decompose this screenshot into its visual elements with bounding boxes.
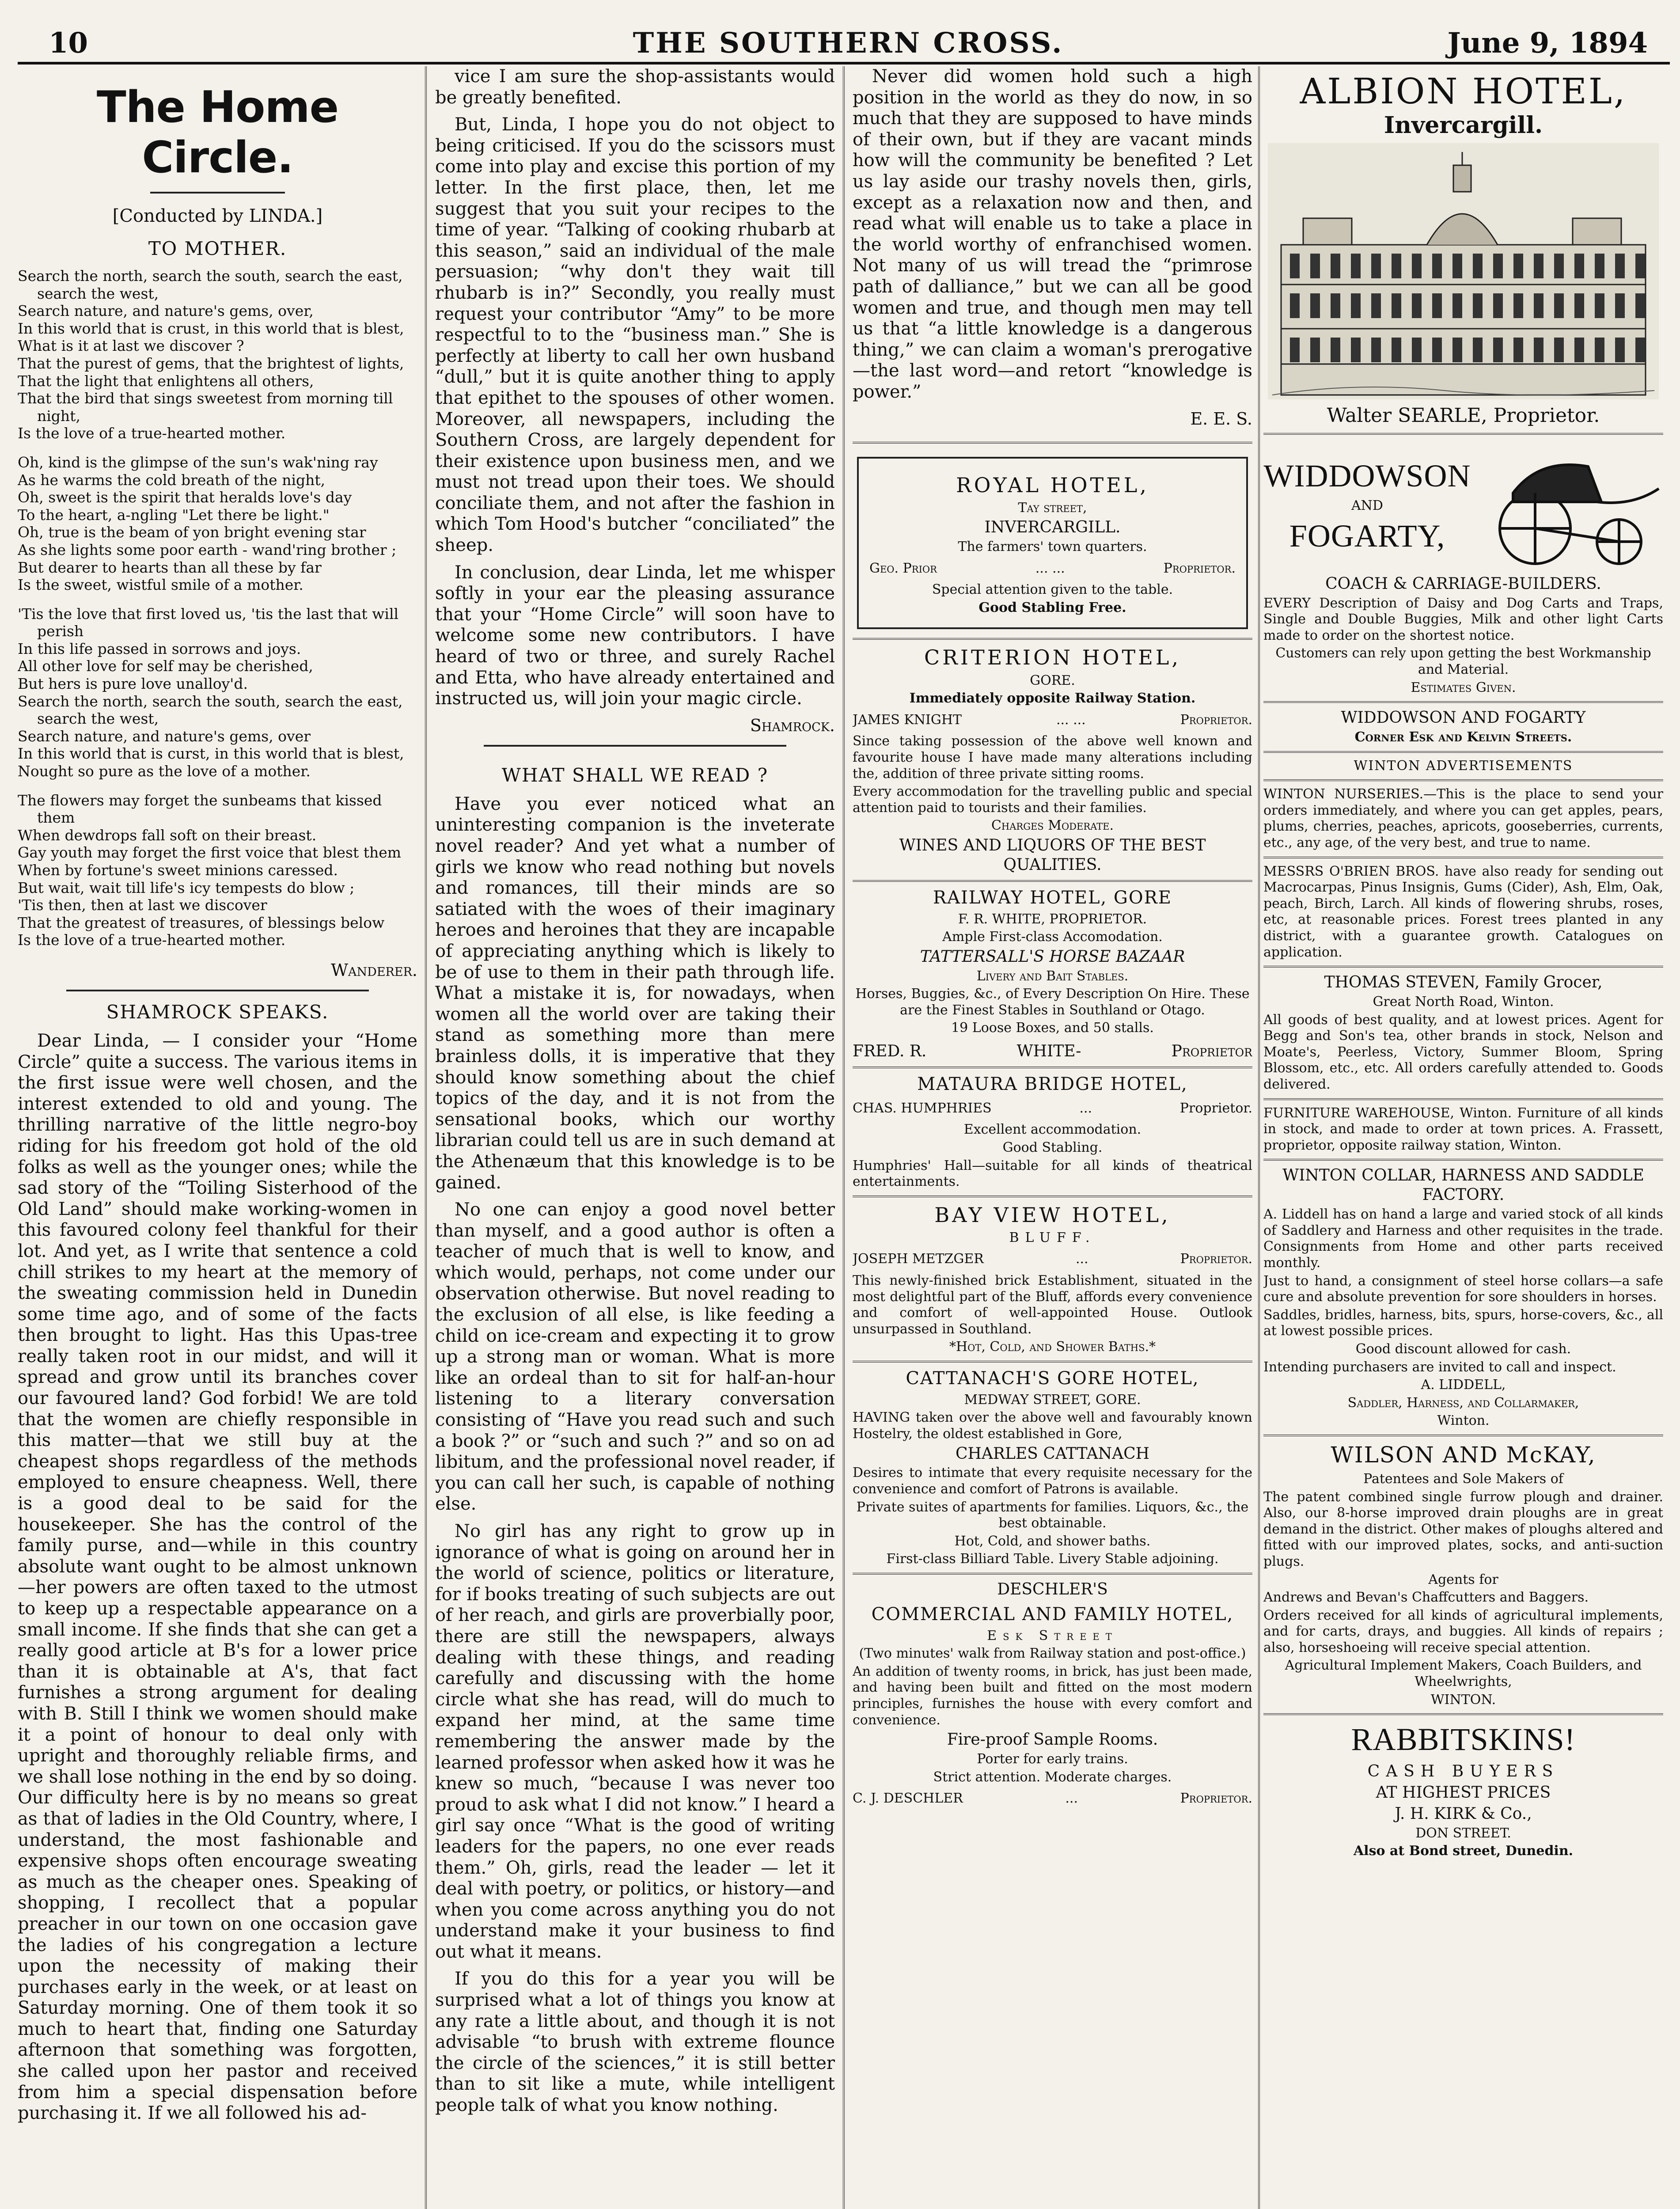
mataura-hotel-stabling: Good Stabling. <box>1002 1139 1103 1155</box>
poem-line: But hers is pure love unalloy'd. <box>18 675 248 693</box>
divider <box>1263 779 1663 781</box>
cattanach-hotel-street: MEDWAY STREET, GORE. <box>964 1392 1141 1408</box>
poem-line: Search nature, and nature's gems, over <box>18 727 311 745</box>
what-read-article-part-2 <box>853 66 1252 403</box>
divider <box>853 1196 1252 1197</box>
royal-hotel-stabling: Good Stabling Free. <box>978 600 1126 615</box>
column-3 <box>853 66 1252 2209</box>
engraving-window <box>1574 293 1584 318</box>
engraving-window <box>1513 293 1523 318</box>
wilson-mckay-ad <box>1263 1442 1663 1708</box>
engraving-window <box>1513 254 1523 278</box>
masthead-rule <box>18 62 1670 65</box>
poem-line: What is it at last we discover ? <box>18 337 244 355</box>
fogarty-name: FOGARTY, <box>1289 518 1445 554</box>
engraving-window <box>1290 293 1300 318</box>
bay-view-hotel-name: BAY VIEW HOTEL, <box>934 1203 1171 1227</box>
engraving-window <box>1452 254 1462 278</box>
engraving-window <box>1371 293 1381 318</box>
deschler-hotel-walk: (Two minutes' walk from Railway station and post-office.) <box>859 1646 1246 1662</box>
liddell-text: A. Liddell has on hand a large and varied stock of all kinds of Saddlery and Harness and other requisites in the trade. Consignments from Home and other parts received monthly. <box>1263 1207 1663 1271</box>
royal-hotel-street: Tay street, <box>1018 500 1087 516</box>
liddell-text: Just to hand, a consignment of steel horse collars—a safe cure and absolute prevention for sore shoulders in horses. <box>1263 1273 1663 1305</box>
article-paragraph: If you do this for a year you will be surprised what a lot of things you know at any rate a little about, and though it is not advisable “to brush with extreme flounce the circle of the sciences,” it is still better than to sit like a mute, while intelligent people talk of what you know nothing. <box>435 1969 835 2116</box>
divider <box>853 880 1252 882</box>
column-1 <box>18 66 417 2209</box>
mataura-hotel-hall: Humphries' Hall—suitable for all kinds of theatrical entertainments. <box>853 1158 1252 1190</box>
poem-line: Search the north, search the south, search the east, search the west, <box>18 267 403 302</box>
cattanach-hotel-billiard: First-class Billiard Table. Livery Stable adjoining. <box>886 1551 1219 1567</box>
engraving-window <box>1351 293 1361 318</box>
article-paragraph: In conclusion, dear Linda, let me whisper softly in your ear the pleasing assurance that your “Home Circle” will soon have to welcome some new contributors. I have heard of two or three, and surely Rachel and Etta, who have already entertained and instructed us, will join your magic circle. <box>435 562 835 709</box>
engraving-window <box>1473 293 1483 318</box>
railway-hotel-footer: FRED. R. <box>853 1042 927 1061</box>
poem-line: Is the sweet, wistful smile of a mother. <box>18 576 303 594</box>
rabbitskins-title: RABBITSKINS! <box>1351 1722 1576 1757</box>
engraving-window <box>1534 254 1543 278</box>
poem-stanza <box>18 267 417 442</box>
shamrock-letter-part-2 <box>435 66 835 710</box>
engraving-window <box>1534 338 1543 362</box>
engraving-window <box>1615 293 1625 318</box>
engraving-window <box>1493 338 1503 362</box>
albion-hotel-town: Invercargill. <box>1384 112 1543 139</box>
poem-line: That the light that enlightens all others, <box>18 372 314 390</box>
royal-hotel-special: Special attention given to the table. <box>932 582 1173 598</box>
poem-line: All other love for self may be cherished, <box>18 657 313 675</box>
engraving-window <box>1493 254 1503 278</box>
shamrock-title: SHAMROCK SPEAKS. <box>106 1001 329 1023</box>
poem-line: As she lights some poor earth - wand'ring brother ; <box>18 541 397 558</box>
criterion-hotel-text: Every accommodation for the travelling public and special attention paid to tourists and their families. <box>853 784 1252 816</box>
article-paragraph: vice I am sure the shop-assistants would be greatly benefited. <box>435 66 835 108</box>
albion-hotel-proprietor: Walter SEARLE, Proprietor. <box>1327 404 1600 427</box>
royal-hotel-tagline: The farmers' town quarters. <box>958 539 1147 555</box>
mataura-hotel-proprietor: CHAS. HUMPHRIES <box>853 1100 992 1116</box>
bay-view-hotel-baths: *Hot, Cold, and Shower Baths.* <box>949 1339 1156 1355</box>
article-paragraph: But, Linda, I hope you do not object to being criticised. If you do the scissors must come into play and excise this portion of my letter. In the first place, then, let me suggest that you suit your recipes to the time of year. “Talking of cooking rhubarb at this season,” said an individual of the male persuasion; “why don't they wait till rhubarb is in?” Secondly, you really must request your contributor “Amy” to be more respectful to to the “business man.” She is perfectly at liberty to call her own husband “dull,” but it is quite another thing to apply that epithet to the spouses of other women. Moreover, all newspapers, including the Southern Cross, are largely dependent for their existence upon business men, and we must not tread upon their toes. We should conciliate them, and not after the fashion in which Tom Hood's butcher “conciliated” the sheep. <box>435 114 835 556</box>
engraving-window <box>1310 293 1320 318</box>
albion-hotel-engraving <box>1268 143 1659 399</box>
engraving-window <box>1290 338 1300 362</box>
criterion-hotel-charges: Charges Moderate. <box>991 818 1114 834</box>
thomas-steven-name: THOMAS STEVEN, Family Grocer, <box>1324 973 1603 992</box>
poem-line: Search the north, search the south, search the east, search the west, <box>18 692 403 728</box>
wilson-mckay-makers: Agricultural Implement Makers, Coach Builders, and Wheelwrights, <box>1285 1658 1642 1690</box>
issue-date: June 9, 1894 <box>1447 27 1648 60</box>
mataura-hotel-accommodation: Excellent accommodation. <box>963 1122 1141 1138</box>
poem-line: Search nature, and nature's gems, over, <box>18 302 314 320</box>
poem-line: The flowers may forget the sunbeams that kissed them <box>18 791 382 827</box>
divider <box>1263 1713 1663 1715</box>
poem-line: 'Tis the love that first loved us, 'tis the last that will perish <box>18 605 399 640</box>
railway-hotel-stables: Livery and Bait Stables. <box>976 968 1129 984</box>
widdowson-text: EVERY Description of Daisy and Dog Carts and Traps, Single and Double Buggies, Milk and other light Carts made to order on the shortest notice. <box>1263 595 1663 643</box>
engraving-window <box>1473 338 1483 362</box>
winton-nurseries-ad: WINTON NURSERIES.—This is the place to send your orders immediately, and where you can get apples, pears, plums, cherries, peaches, apricots, gooseberries, currents, etc., any age, of the very best, and true to name. <box>1263 786 1663 851</box>
engraving-window <box>1635 338 1645 362</box>
royal-hotel-proprietor: Geo. Prior <box>869 560 937 576</box>
poem-line: In this world that is curst, in this world that is blest, <box>18 745 404 763</box>
engraving-window <box>1310 254 1320 278</box>
cattanach-hotel-text: HAVING taken over the above well and favourably known Hostelry, the oldest established in Gore, <box>853 1410 1252 1442</box>
engraving-window <box>1371 254 1381 278</box>
cattanach-hotel-name: CATTANACH'S GORE HOTEL, <box>906 1368 1199 1389</box>
poem-title: TO MOTHER. <box>148 238 287 259</box>
widdowson-estimates: Estimates Given. <box>1411 679 1516 695</box>
engraving-window <box>1310 338 1320 362</box>
widdowson-trade: COACH & CARRIAGE-BUILDERS. <box>1325 574 1601 593</box>
engraving-window <box>1432 293 1442 318</box>
article-paragraph: No one can enjoy a good novel better than myself, and a good author is often a teacher of much that is well to know, and which would, perhaps, not come under our observation otherwise. But novel reading to the exclusion of all else, is like feeding a child on ice-cream and expecting it to grow up a strong man or woman. What is more like an ordeal than to sit for half-an-hour listening to a literary conversation consisting of “Have you read such and such a book ?” or “such and such ?” and so on ad libitum, and the professional novel reader, if you can call her such, is capable of nothing else. <box>435 1199 835 1514</box>
railway-hotel-bazaar: TATTERSALL'S HORSE BAZAAR <box>920 947 1185 966</box>
divider <box>66 990 369 991</box>
engraving-window <box>1554 293 1564 318</box>
divider <box>853 1573 1252 1575</box>
criterion-hotel-name: CRITERION HOTEL, <box>924 645 1181 670</box>
engraving-window <box>1554 254 1564 278</box>
newspaper-title: THE SOUTHERN CROSS. <box>633 27 1064 60</box>
criterion-hotel-ad: CRITERION HOTEL, GORE. Immediately opposite Railway Station. JAMES KNIGHT ... ... Proprietor. Since taking possession of the above well known and favourite house I have made many alterations including the, addition of three private sitting rooms. Every accommodation for the travelling public and special attention paid to tourists and their families. Charges Moderate. WINES AND LIQUORS OF THE BEST QUALITIES. <box>853 645 1252 874</box>
bay-view-hotel-proprietor: JOSEPH METZGER <box>853 1251 984 1267</box>
criterion-hotel-proprietor: JAMES KNIGHT <box>853 712 962 728</box>
engraving-window <box>1412 338 1422 362</box>
divider <box>1263 966 1663 968</box>
poem-stanza <box>18 454 417 594</box>
criterion-hotel-location: Immediately opposite Railway Station. <box>909 691 1196 706</box>
wilson-mckay-sub: Patentees and Sole Makers of <box>1363 1471 1563 1487</box>
criterion-hotel-text: Since taking possession of the above well known and favourite house I have made many alterations including the, addition of three private sitting rooms. <box>853 733 1252 782</box>
carriage-icon <box>1487 440 1663 573</box>
poem-line: 'Tis then, then at last we discover <box>18 896 267 914</box>
bay-view-hotel-ad: BAY VIEW HOTEL, BLUFF. JOSEPH METZGER ... Proprietor. This newly-finished brick Establishment, situated in the most delightful part of the Bluff, affords every convenience and comfort of well-appointed House. Outlook unsurpassed in Southland. *Hot, Cold, and Shower Baths.* <box>853 1203 1252 1355</box>
railway-hotel-proprietor: F. R. WHITE, PROPRIETOR. <box>958 911 1147 927</box>
widdowson-and: AND <box>1351 498 1383 514</box>
railway-hotel-ad <box>853 887 1252 1061</box>
engraving-window <box>1351 338 1361 362</box>
divider <box>1263 1435 1663 1436</box>
railway-hotel-footer: WHITE- <box>1016 1042 1081 1061</box>
widdowson-footer: WIDDOWSON AND FOGARTY <box>1341 709 1586 727</box>
bay-view-hotel-town: BLUFF. <box>1009 1230 1096 1245</box>
article-paragraph: Never did women hold such a high position in the world as they do now, in so much that they are supposed to have minds of their own, but if they are vacant minds how will the community be benefited ? Let us lay aside our trashy novels then, girls, except as a relaxation now and then, and read what will enable us to take a place in the world worthy of enfranchised women. Not many of us will tread the “primrose path of dalliance,” but we can all be good women and true, and though men may tell us that “a little knowledge is a dangerous thing,” we can claim a woman's prerogative —the last word—and retort “knowledge is power.” <box>853 66 1252 402</box>
engraving-window <box>1554 338 1564 362</box>
column-rule <box>425 66 427 2209</box>
wilson-mckay-town: WINTON. <box>1430 1692 1496 1708</box>
wilson-mckay-text: The patent combined single furrow plough and drainer. Also, our 8-horse improved drain ploughs are in great demand in the district. Other makes of ploughs altered and fitted with our improved plates, socks, and anti-suction plugs. <box>1263 1489 1663 1569</box>
conducted-by: [Conducted by LINDA.] <box>112 206 323 226</box>
engraving-window <box>1635 293 1645 318</box>
furniture-warehouse-ad: FURNITURE WAREHOUSE, Winton. Furniture of all kinds in stock, and made to order at town prices. A. Frassett, proprietor, opposite railway station, Winton. <box>1263 1105 1663 1153</box>
royal-hotel-role: Proprietor. <box>1163 560 1236 576</box>
poem-line: Oh, true is the beam of yon bright evening star <box>18 524 366 541</box>
what-read-article-part-1 <box>435 794 835 2116</box>
poem-line: That the purest of gems, that the brightest of lights, <box>18 354 404 372</box>
thomas-steven-address: Great North Road, Winton. <box>1373 994 1554 1010</box>
royal-hotel-name: ROYAL HOTEL, <box>956 473 1149 497</box>
winton-advertisements-heading: WINTON ADVERTISEMENTS <box>1354 758 1573 774</box>
poem-line: Gay youth may forget the first voice that blest them <box>18 844 402 862</box>
wilson-mckay-name: WILSON AND McKAY, <box>1331 1442 1596 1468</box>
liddell-heading: WINTON COLLAR, HARNESS AND SADDLE FACTORY. <box>1282 1166 1644 1204</box>
cattanach-hotel-text: Desires to intimate that every requisite necessary for the convenience and comfort of Patrons is available. <box>853 1465 1252 1497</box>
thomas-steven-ad <box>1263 973 1663 1093</box>
engraving-window <box>1392 293 1401 318</box>
widdowson-text: Customers can rely upon getting the best Workmanship and Material. <box>1275 645 1651 677</box>
engraving-window <box>1595 293 1604 318</box>
poem-line: But wait, wait till life's icy tempests do blow ; <box>18 879 355 896</box>
article-paragraph: Have you ever noticed what an uninteresting companion is the inveterate novel reader? And yet what a number of girls we know who read nothing but novels and romances, till their minds are so satiated with the woes of their imaginary heroes and heroines that they are incapable of appreciating anything which is likely to be of use to them in their path through life. What a mistake it is, for nowadays, when women all the world over are taking their stand as something more than mere brainless dolls, it is imperative that they should know something about the chief topics of the day, and it is not from the sensational books, which our worthy librarian could tell us are in such demand at the Athenæum that this knowledge is to be gained. <box>435 793 835 1193</box>
engraving-window <box>1452 293 1462 318</box>
deschler-hotel-name: COMMERCIAL AND FAMILY HOTEL, <box>871 1604 1234 1624</box>
liddell-text: Saddles, bridles, harness, bits, spurs, horse-covers, &c., all at lowest possible prices. <box>1263 1307 1663 1339</box>
poem-line: Is the love of a true-hearted mother. <box>18 425 286 442</box>
liddell-text: Intending purchasers are invited to call and inspect. <box>1263 1359 1616 1375</box>
mataura-bridge-hotel-ad: MATAURA BRIDGE HOTEL, CHAS. HUMPHRIES ... Proprietor. Excellent accommodation. Good Stabling. Humphries' Hall—suitable for all kinds of theatrical entertainments. <box>853 1074 1252 1190</box>
divider <box>853 442 1252 444</box>
railway-hotel-boxes: 19 Loose Boxes, and 50 stalls. <box>951 1020 1154 1036</box>
poem-line: Nought so pure as the love of a mother. <box>18 763 311 780</box>
column-4 <box>1263 66 1663 2209</box>
poem-line: Oh, sweet is the spirit that heralds love's day <box>18 489 352 506</box>
engraving-window <box>1392 338 1401 362</box>
engraving-window <box>1595 254 1604 278</box>
column-rule <box>1258 66 1260 2209</box>
rabbitskins-prices: AT HIGHEST PRICES <box>1376 1784 1551 1802</box>
wilson-mckay-text: Orders received for all kinds of agricultural implements, and for carts, drays, and buggies. All kinds of repairs ; also, horseshoeing will receive special attention. <box>1263 1607 1663 1655</box>
bay-view-hotel-text: This newly-finished brick Establishment, situated in the most delightful part of the Bluff, affords every convenience and comfort of well-appointed House. Outlook unsurpassed in Southland. <box>853 1272 1252 1337</box>
liddell-text: Good discount allowed for cash. <box>1355 1341 1571 1357</box>
what-read-title: WHAT SHALL WE READ ? <box>501 764 769 786</box>
divider <box>853 1361 1252 1363</box>
column-rule <box>843 66 845 2209</box>
cattanach-hotel-baths: Hot, Cold, and shower baths. <box>954 1533 1151 1549</box>
divider <box>853 638 1252 640</box>
widdowson-fogarty-ad <box>1263 440 1663 746</box>
bay-view-hotel-role: Proprietor. <box>1180 1251 1252 1267</box>
engraving-window <box>1371 338 1381 362</box>
engraving-window <box>1331 338 1340 362</box>
divider <box>853 1067 1252 1068</box>
mataura-hotel-name: MATAURA BRIDGE HOTEL, <box>917 1074 1188 1094</box>
cattanach-hotel-ad <box>853 1368 1252 1568</box>
widdowson-corner: Corner Esk and Kelvin Streets. <box>1354 729 1572 745</box>
cattanach-hotel-owner: CHARLES CATTANACH <box>955 1444 1150 1463</box>
railway-hotel-text: Horses, Buggies, &c., of Every Description On Hire. These are the Finest Stables in Southland or Otago. <box>855 986 1250 1018</box>
criterion-hotel-town: GORE. <box>1030 672 1075 688</box>
divider <box>484 745 786 747</box>
engraving-window <box>1574 338 1584 362</box>
engraving-window <box>1432 338 1442 362</box>
albion-hotel-title: ALBION HOTEL, <box>1300 71 1627 112</box>
engraving-window <box>1615 338 1625 362</box>
engraving-window <box>1392 254 1401 278</box>
divider <box>1263 701 1663 703</box>
article-paragraph: Dear Linda, — I consider your “Home Circle” quite a success. The various items in the first issue were well chosen, and the interest extended to old and young. The thrilling narrative of the little negro-boy riding for his freedom got hold of the old folks as well as the younger ones; while the sad story of the “Toiling Sisterhood of the Old Land” should make working-women in this favoured colony feel thankful for their lot. And yet, as I write that sentence a cold chill strikes to my heart at the memory of the sweating commission held in Dunedin some time ago, and of some of the facts then brought to light. Has this Upas-tree really taken root in our midst, and will it spread and grow until its branches cover our favoured land? God forbid! We are told that the women are chiefly responsible in this matter—that we still buy at the cheapest shops regardless of the methods employed to ensure cheapness. Well, there is a good deal to be said for the housekeeper. She has the control of the family purse, and—while in this country absolute want ought to be almost unknown—her powers are often taxed to the utmost to keep up a respectable appearance on a small income. If she finds that she can get a really good article at B's for a lower price than it is obtainable at A's, that fact furnishes a strong argument for dealing with B. Still I think we women should make it a point of honour to deal only with upright and thoroughly reliable firms, and we shall lose nothing in the end by so doing. Our difficulty here is by no means so great as that of ladies in the Old Country, where, I understand, the most fashionable and expensive shops often encourage sweating as much as the cheaper ones. Speaking of shopping, I recollect that a popular preacher in our town on one occasion gave the ladies of his congregation a lecture upon the necessity of making their purchases early in the week, or at least on Saturday morning. One of them took it so much to heart that, finding one Saturday afternoon that something was forgotten, she called upon her pastor and received from him a special dispensation before purchasing it. If we all followed his ad- <box>18 1030 417 2124</box>
rabbitskins-also: Also at Bond street, Dunedin. <box>1353 1843 1574 1859</box>
engraving-window <box>1331 254 1340 278</box>
shamrock-signature: Shamrock. <box>750 715 835 735</box>
railway-hotel-footer: Proprietor <box>1171 1042 1252 1061</box>
thomas-steven-text: All goods of best quality, and at lowest prices. Agent for Begg and Son's tea, other brands in stock, Nelson and Moate's, Peerless, Victory, Summer Bloom, Spring Blossom, etc., etc. All orders carefully attended to. Goods delivered. <box>1263 1012 1663 1093</box>
deschler-owner-title: DESCHLER'S <box>997 1580 1108 1598</box>
liddell-harness-ad <box>1263 1166 1663 1429</box>
divider <box>1263 433 1663 435</box>
deschler-hotel-role: Proprietor. <box>1180 1791 1252 1807</box>
engraving-window <box>1493 293 1503 318</box>
deschler-hotel-strict: Strict attention. Moderate charges. <box>933 1769 1172 1785</box>
poem-signature: Wanderer. <box>331 960 417 980</box>
engraving-window <box>1331 293 1340 318</box>
engraving-window <box>1473 254 1483 278</box>
mataura-hotel-role: Proprietor. <box>1179 1100 1252 1116</box>
home-circle-title: The Home Circle. <box>96 82 339 183</box>
engraving-window <box>1615 254 1625 278</box>
poem-line: Oh, kind is the glimpse of the sun's wak'ning ray <box>18 453 378 471</box>
engraving-window <box>1351 254 1361 278</box>
page-number: 10 <box>49 27 88 60</box>
rabbitskins-street: DON STREET. <box>1415 1825 1511 1841</box>
engraving-window <box>1412 293 1422 318</box>
royal-hotel-ad: ROYAL HOTEL, Tay street, INVERCARGILL. The farmers' town quarters. Geo. Prior ... ... Proprietor. Special attention given to the table. Good Stabling Free. <box>857 457 1248 630</box>
liddell-role: Saddler, Harness, and Collarmaker, <box>1347 1395 1579 1411</box>
deschler-hotel-text: An addition of twenty rooms, in brick, has just been made, and having been built and fitted on the most modern principles, furnishes the house with every comfort and convenience. <box>853 1663 1252 1728</box>
divider <box>1263 1098 1663 1100</box>
liddell-town: Winton. <box>1437 1413 1490 1429</box>
deschler-hotel-proprietor: C. J. DESCHLER <box>853 1791 963 1807</box>
engraving-window <box>1432 254 1442 278</box>
article-paragraph: No girl has any right to grow up in ignorance of what is going on around her in the world of science, politics or literature, for if books treating of such subjects are out of her reach, and girls are proverbially poor, there are still the newspapers, always dealing with these things, and reading carefully and discussing with the home circle what she has read, will do much to expand her mind, at the same time remembering the answer made by the learned professor when asked how it was he knew so much, “because I was never too proud to ask what I did not know.” I heard a girl say once “What is the good of writing leaders for the papers, no one ever reads them.” Oh, girls, read the leader — let it deal with poetry, or politics, or history—and when you come across anything you do not understand make it your business to find out what it means. <box>435 1521 835 1962</box>
rabbitskins-cash: CASH BUYERS <box>1367 1762 1559 1781</box>
poem-line: In this life passed in sorrows and joys. <box>18 640 301 657</box>
divider <box>1263 751 1663 753</box>
criterion-hotel-wines: WINES AND LIQUORS OF THE BEST QUALITIES. <box>899 836 1206 874</box>
liddell-signature: A. LIDDELL, <box>1421 1377 1506 1393</box>
cattanach-hotel-suites: Private suites of apartments for families. Liquors, &c., the best obtainable. <box>856 1499 1249 1531</box>
engraving-window <box>1574 254 1584 278</box>
railway-hotel-accommodation: Ample First-class Accomodation. <box>942 929 1163 945</box>
poem-stanza <box>18 792 417 949</box>
divider <box>150 192 285 194</box>
poem-line: When by fortune's sweet minions caressed. <box>18 862 338 879</box>
obrien-bros-ad: MESSRS O'BRIEN BROS. have also ready for sending out Macrocarpas, Pinus Insignis, Gums (Cider), Ash, Elm, Oak, peach, Birch, Larch. All kinds of flowering shrubs, roses, etc, at reasonable prices. Forest trees planted in any district, with a guarantee growth. Catalogues on application. <box>1263 863 1663 960</box>
deschler-hotel-sample-rooms: Fire-proof Sample Rooms. <box>947 1731 1158 1749</box>
engraving-window <box>1513 338 1523 362</box>
wilson-mckay-text: Andrews and Bevan's Chaffcutters and Baggers. <box>1263 1590 1589 1606</box>
divider <box>1263 857 1663 858</box>
deschler-hotel-street: Esk Street <box>987 1628 1118 1643</box>
shamrock-letter-part-1 <box>18 1031 417 2124</box>
wilson-mckay-agents: Agents for <box>1428 1571 1498 1587</box>
rabbitskins-ad <box>1263 1720 1663 1860</box>
railway-hotel-name: RAILWAY HOTEL, GORE <box>933 887 1172 908</box>
poem-line: As he warms the cold breath of the night, <box>18 471 326 489</box>
widdowson-name: WIDDOWSON <box>1263 458 1471 493</box>
rabbitskins-firm: J. H. KIRK & Co., <box>1395 1804 1532 1823</box>
deschler-hotel-ad: DESCHLER'S COMMERCIAL AND FAMILY HOTEL, Esk Street (Two minutes' walk from Railway station and post-office.) An addition of twenty rooms, in brick, has just been made, and having been built and fitted on the most modern principles, furnishes the house with every comfort and convenience. Fire-proof Sample Rooms. Porter for early trains. Strict attention. Moderate charges. C. J. DESCHLER ... Proprietor. <box>853 1580 1252 1807</box>
engraving-window <box>1290 254 1300 278</box>
poem-to-mother <box>18 267 417 949</box>
engraving-window <box>1635 254 1645 278</box>
poem-line: But dearer to hearts than all these by far <box>18 558 322 576</box>
poem-line: That the bird that sings sweetest from morning till night, <box>18 390 393 425</box>
engraving-window <box>1452 338 1462 362</box>
criterion-hotel-role: Proprietor. <box>1180 712 1252 728</box>
deschler-hotel-porter: Porter for early trains. <box>977 1751 1128 1767</box>
poem-line: Is the love of a true-hearted mother. <box>18 931 286 949</box>
poem-line: To the heart, a-ngling "Let there be light." <box>18 506 330 524</box>
what-read-signature: E. E. S. <box>1190 409 1252 429</box>
poem-stanza <box>18 605 417 780</box>
poem-line: In this world that is crust, in this world that is blest, <box>18 319 404 337</box>
poem-line: That the greatest of treasures, of blessings below <box>18 914 385 931</box>
engraving-window <box>1595 338 1604 362</box>
engraving-window <box>1534 293 1543 318</box>
engraving-window <box>1412 254 1422 278</box>
royal-hotel-town: INVERCARGILL. <box>984 518 1121 537</box>
divider <box>1263 1159 1663 1161</box>
column-2 <box>435 66 835 2209</box>
poem-line: When dewdrops fall soft on their breast. <box>18 826 317 844</box>
